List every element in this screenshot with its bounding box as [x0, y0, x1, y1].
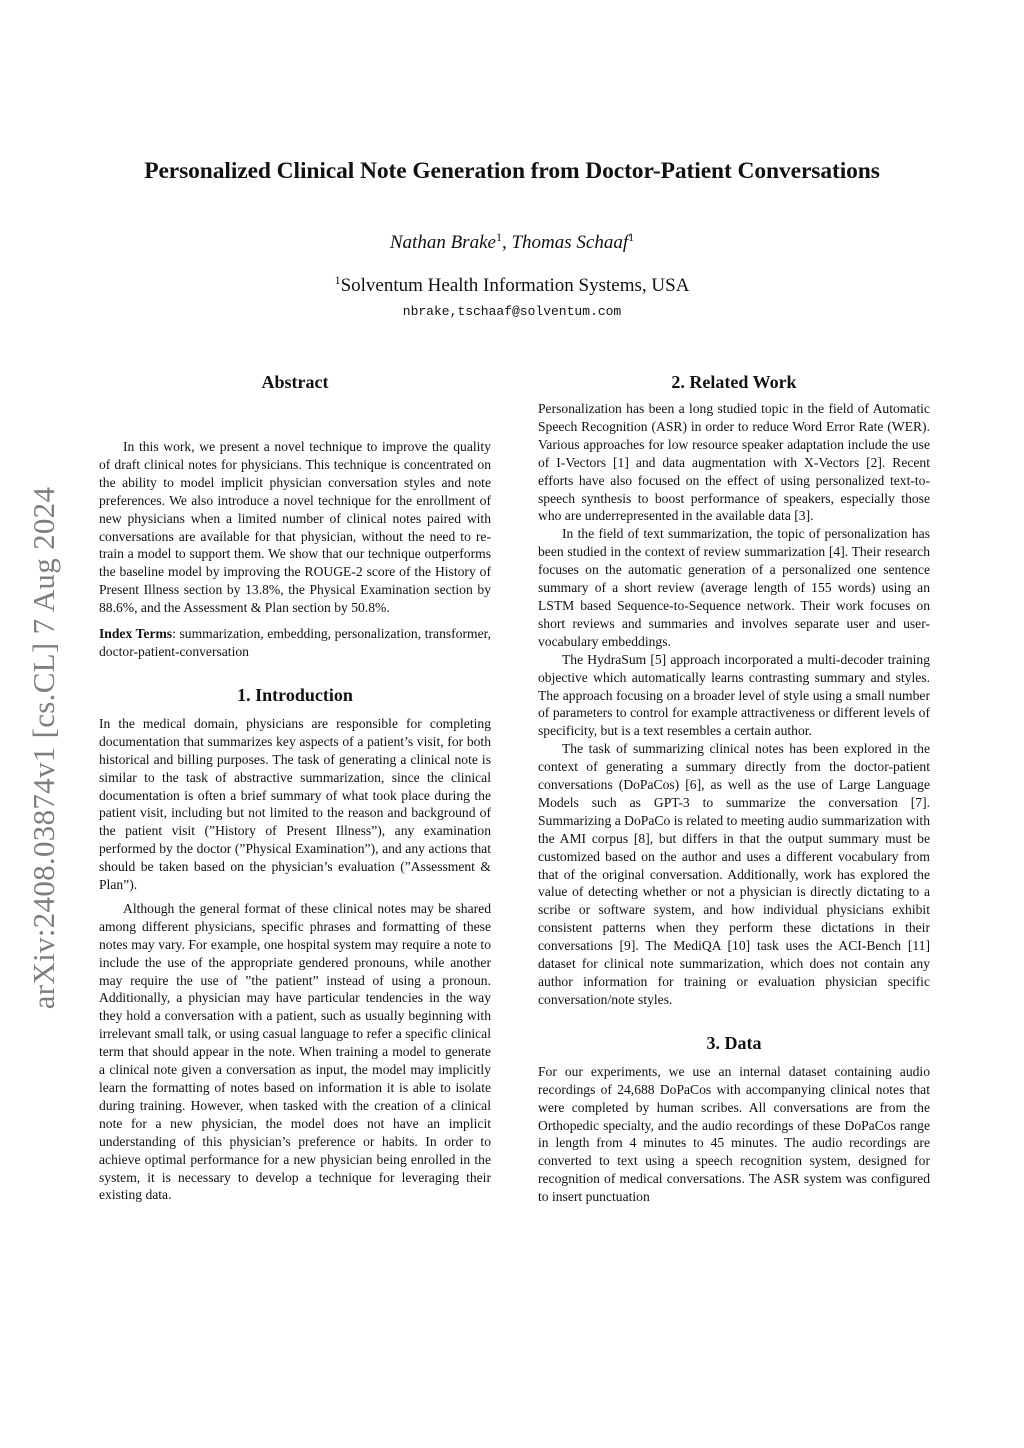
paper-title: Personalized Clinical Note Generation from Doctor-Patient Conversations — [144, 158, 880, 184]
paragraph: For our experiments, we use an internal dataset containing audio recordings of 24,688 DoPaCos with accompanying clinical notes that were completed by human scribes. All conversations are from the Orthopedic specialty, and the audio recordings of these DoPaCos range in length from 4 minutes to 45 minutes. The audio recordings are converted to text using a speech recognition system, designed for recognition of medical conversations. The ASR system was configured to insert punctuation — [538, 1063, 930, 1205]
left-column — [99, 370, 491, 1204]
author-affiliation-mark: 1 — [495, 230, 502, 244]
index-terms-list: : summarization, embedding, personalization, transformer, doctor-patient-conversation — [99, 626, 491, 659]
paragraph: Personalization has been a long studied topic in the field of Automatic Speech Recognition (ASR) in order to reduce Word Error Rate (WER). Various approaches for low resource speaker adaptation include the use of I-Vectors [1] and data augmentation with X-Vectors [2]. Recent efforts have also focused on the effect of using personalized text-to-speech synthesis to boost performance of speakers, especially those who are underrepresented in the available data [3]. — [538, 401, 930, 524]
author-separator: , — [501, 232, 512, 253]
affiliation-mark: 1 — [334, 273, 341, 287]
affiliation-text: Solventum Health Information Systems, USA — [340, 275, 690, 296]
paragraph: In the medical domain, physicians are responsible for completing documentation that summarizes key aspects of a patient’s visit, for both historical and billing purposes. The task of generating a clinical note is similar to the task of abstractive summarization, since the clinical documentation is often a brief summary of what took place during the patient visit, including but not limited to the reason and background of the patient visit (”History of Present Illness”), any examination performed by the doctor (”Physical Examination”), and any actions that should be taken based on the physician’s evaluation (”Assessment & Plan”). — [99, 715, 491, 893]
affiliation — [60, 275, 964, 297]
abstract-text: In this work, we present a novel technique to improve the quality of draft clinical notes for physicians. This technique is concentrated on the ability to model implicit physician conversation styles and note preferences. We also introduce a novel technique for the enrollment of new physicians when a limited number of clinical notes paired with conversations are available for that physician, without the need to re-train a model to support them. We show that our technique outperforms the baseline model by improving the ROUGE-2 score of the History of Present Illness section by 13.8%, the Physical Examination section by 88.6%, and the Assessment & Plan section by 50.8%. — [99, 439, 491, 616]
author-name: Nathan Brake — [389, 232, 496, 253]
author-name: Thomas Schaaf — [511, 232, 629, 253]
arxiv-id-text: arXiv:2408.03874v1 [cs.CL] 7 Aug 2024 — [26, 486, 61, 1010]
paragraph: The task of summarizing clinical notes has been explored in the context of generating a summary directly from the doctor-patient conversations (DoPaCos) [6], as well as the use of Large Language Models such as GPT-3 to summarize the conversation [7]. Summarizing a DoPaCo is related to meeting audio summarization with the AMI corpus [8], but differs in that the output summary must be customized based on the author and uses a different vocabulary from that of the original conversation. Additionally, work has explored the value of detecting whether or not a physician is directly dictating to a scribe or software system, and how individual physicians exhibit consistent patterns when they perform these dictations in their conversations [9]. The MediQA [10] task uses the ACI-Bench [11] dataset for clinical note summarization, which does not contain any author information for training or evaluation physician specific conversation/note styles. — [538, 741, 930, 1007]
abstract-heading: Abstract — [261, 372, 329, 392]
author-affiliation-mark: 1 — [628, 230, 635, 244]
introduction-heading: 1. Introduction — [237, 684, 353, 705]
related-work-heading: 2. Related Work — [671, 372, 797, 392]
paragraph: The HydraSum [5] approach incorporated a multi-decoder training objective which automatically learns contrasting summary and styles. The approach focusing on a broader level of style using a small number of parameters to control for example attractiveness or different levels of specificity, but is a text resembles a certain author. — [538, 651, 930, 739]
index-terms — [99, 625, 491, 661]
author-list — [60, 232, 964, 254]
paragraph: Although the general format of these clinical notes may be shared among different physicians, specific phrases and formatting of these notes may vary. For example, one hospital system may require a note to include the use of the appropriate gendered pronouns, while another may require the use of ”the patient” instead of using a pronoun. Additionally, a physician may have particular tendencies in the way they hold a conversation with a patient, such as usually beginning with irrelevant small talk, or using casual language to refer a specific clinical term that should appear in the note. When training a model to generate a clinical note given a conversation as input, the model may implicitly learn the formatting of notes based on information it is able to isolate during training. However, when tasked with the creation of a clinical note for a new physician, the model does not have an implicit understanding of this physician’s preference or habits. In order to achieve optimal performance for a new physician being enrolled in the system, it is necessary to develop a technique for leveraging their existing data. — [99, 900, 491, 1203]
data-heading: 3. Data — [706, 1032, 762, 1053]
author-email: nbrake,tschaaf@solventum.com — [402, 304, 622, 319]
paragraph: In the field of text summarization, the topic of personalization has been studied in the context of review summarization [4]. Their research focuses on the automatic generation of a personalized one sentence summary of a short review (average length of 155 words) using an LSTM based Sequence-to-Sequence network. Their work focuses on short reviews and summaries and involves separate user and user-vocabulary embeddings. — [538, 526, 930, 649]
right-column — [538, 370, 930, 1206]
index-terms-label: Index Terms — [99, 626, 173, 642]
